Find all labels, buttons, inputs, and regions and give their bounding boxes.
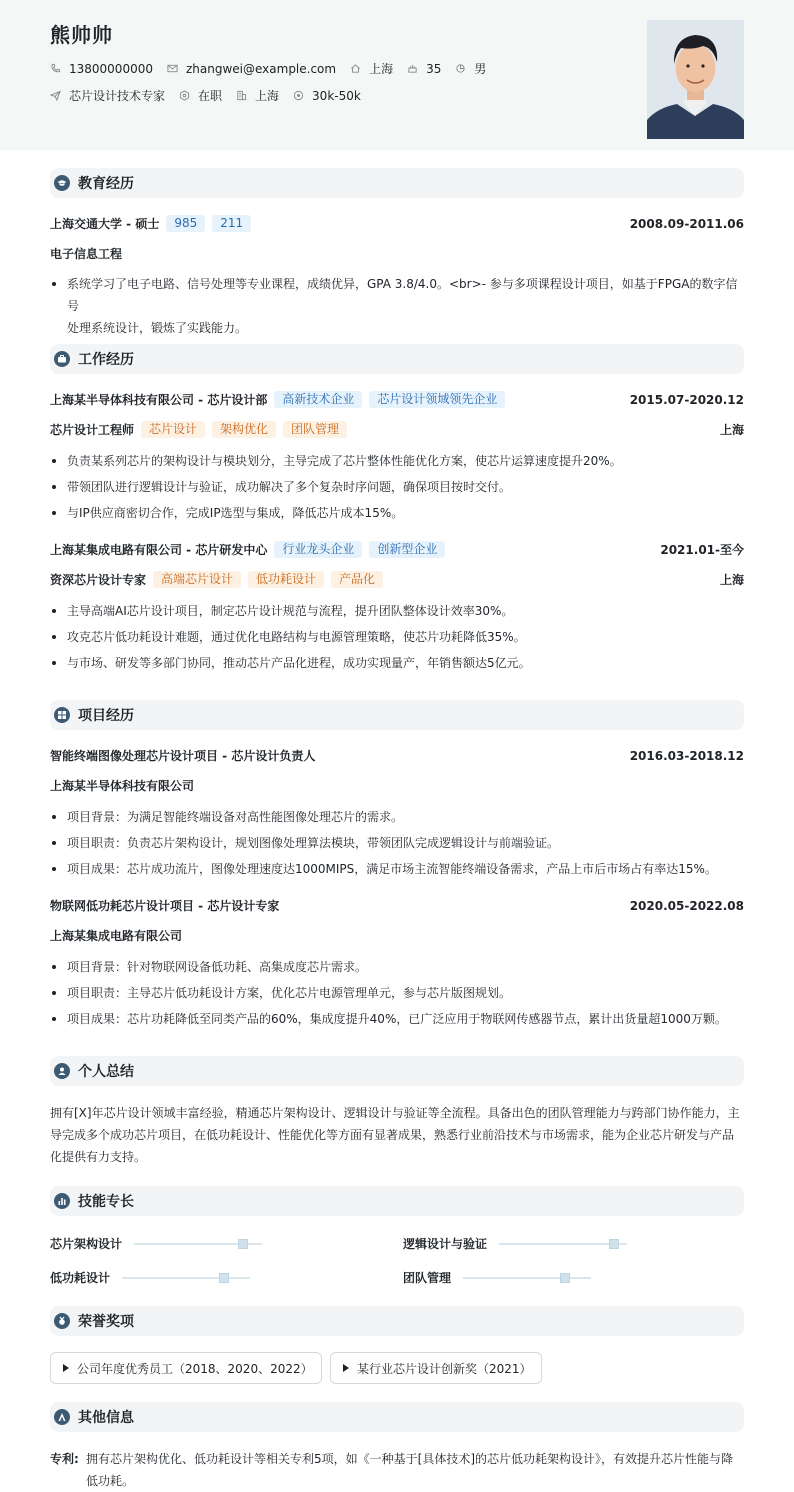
company-tag: 行业龙头企业: [274, 541, 362, 558]
award-text: 公司年度优秀员工（2018、2020、2022）: [77, 1361, 313, 1376]
skill-tag: 高端芯片设计: [153, 571, 241, 588]
job-title: 资深芯片设计专家: [50, 573, 147, 587]
work-city-item: [236, 87, 279, 104]
project-company-row: [50, 777, 744, 794]
work-title-row: [50, 421, 744, 438]
company-tag: 高新技术企业: [274, 391, 362, 408]
skill-tag: 芯片设计: [141, 421, 205, 438]
project-name: 智能终端图像处理芯片设计项目 - 芯片设计负责人: [50, 749, 316, 763]
work-bullet: 主导高端AI芯片设计项目，制定芯片设计规范与流程，提升团队整体设计效率30%。: [50, 600, 744, 622]
status-item: [179, 87, 222, 104]
education-desc: [50, 273, 744, 339]
skill-level-bar: [463, 1277, 591, 1279]
summary-line: 化提供有力支持。: [50, 1150, 147, 1164]
gender-icon: [455, 63, 466, 74]
candidate-name: 熊帅帅: [50, 23, 113, 47]
skill-level-knob: [219, 1273, 229, 1283]
age-item: [407, 62, 441, 76]
summary-line: 导完成多个成功芯片项目，在低功耗设计、性能优化等方面有显著成果，熟悉行业前沿技术与市场需求，能为企业芯片研发与产品: [50, 1128, 735, 1142]
education-period: 2008.09-2011.06: [629, 216, 744, 231]
section-awards: [50, 1306, 744, 1336]
phone-item: [50, 62, 153, 76]
skill-name: 芯片架构设计: [50, 1237, 123, 1251]
education-desc-line: 处理系统设计，锻炼了实践能力。: [67, 321, 248, 335]
work-bullet: 攻克芯片低功耗设计难题，通过优化电路结构与电源管理策略，使芯片功耗降低35%。: [50, 626, 744, 648]
skill-item: [50, 1269, 250, 1286]
project-name: 物联网低功耗芯片设计项目 - 芯片设计专家: [50, 899, 280, 913]
project-header: [50, 747, 744, 764]
profile-photo: [647, 20, 744, 139]
work-bullet: 带领团队进行逻辑设计与验证，成功解决了多个复杂时序问题，确保项目按时交付。: [50, 476, 744, 498]
age-text: 35: [426, 61, 442, 76]
email-icon: [167, 63, 178, 74]
job-title: 芯片设计工程师: [50, 423, 135, 437]
work-company-row: [50, 541, 744, 558]
project-bullet: 项目背景：为满足智能终端设备对高性能图像处理芯片的需求。: [50, 806, 744, 828]
skill-name: 团队管理: [403, 1271, 452, 1285]
work-period: 2021.01-至今: [660, 543, 744, 557]
summary-line: 拥有[X]年芯片设计领域丰富经验，精通芯片架构设计、逻辑设计与验证等全流程。具备出色的团队管理能力与跨部门协作能力，主: [50, 1106, 740, 1120]
skill-level-knob: [238, 1239, 248, 1249]
skill-level-bar: [499, 1243, 627, 1245]
send-icon: [50, 90, 61, 101]
project-bullet: 项目职责：主导芯片低功耗设计方案，优化芯片电源管理单元，参与芯片版图规划。: [50, 982, 744, 1004]
skill-item: [403, 1235, 627, 1252]
work-city: 上海: [719, 573, 744, 587]
salary-item: [293, 89, 361, 103]
skill-level-knob: [609, 1239, 619, 1249]
education-major-row: [50, 245, 744, 262]
school-name: 上海交通大学 - 硕士: [50, 217, 160, 231]
school-tag: 985: [166, 215, 205, 232]
section-title: 工作经历: [78, 352, 134, 368]
section-title: 个人总结: [78, 1064, 134, 1080]
briefcase-icon: [54, 351, 70, 367]
project-period: 2016.03-2018.12: [629, 748, 744, 763]
skill-tag: 低功耗设计: [248, 571, 324, 588]
work-title-row: [50, 571, 744, 588]
other-line: 低功耗。: [86, 1474, 135, 1488]
skill-item: [50, 1235, 262, 1252]
work-company-row: [50, 391, 744, 408]
work-bullet: 与IP供应商密切合作，完成IP选型与集成，降低芯片成本15%。: [50, 502, 744, 524]
work-city: 上海: [719, 423, 744, 437]
award-text: 某行业芯片设计创新奖（2021）: [357, 1361, 532, 1376]
resume-header: [0, 0, 794, 150]
company-name: 上海某集成电路有限公司 - 芯片研发中心: [50, 543, 268, 557]
skill-level-bar: [122, 1277, 250, 1279]
project-period: 2020.05-2022.08: [629, 898, 744, 913]
skill-name: 逻辑设计与验证: [403, 1237, 488, 1251]
skill-tag: 团队管理: [283, 421, 347, 438]
skill-level-bar: [134, 1243, 262, 1245]
email-text: zhangwei@example.com: [185, 61, 337, 76]
gender-item: [455, 60, 486, 77]
section-skills: [50, 1186, 744, 1216]
building-icon: [236, 90, 247, 101]
section-title: 教育经历: [78, 176, 134, 192]
education-header: [50, 215, 744, 232]
company-name: 上海某半导体科技有限公司 - 芯片设计部: [50, 393, 268, 407]
phone-text: 13800000000: [69, 61, 153, 76]
award-item[interactable]: [50, 1352, 322, 1384]
major-name: 电子信息工程: [50, 247, 123, 261]
contact-row: [50, 60, 500, 77]
phone-icon: [50, 63, 61, 74]
email-item: [167, 62, 336, 76]
school-tag: 211: [212, 215, 251, 232]
project-bullet: 项目背景：针对物联网设备低功耗、高集成度芯片需求。: [50, 956, 744, 978]
grid-icon: [54, 707, 70, 723]
project-bullet: 项目职责：负责芯片架构设计，规划图像处理算法模块，带领团队完成逻辑设计与前端验证。: [50, 832, 744, 854]
company-tag: 芯片设计领域领先企业: [369, 391, 505, 408]
triangle-right-icon: [63, 1364, 69, 1372]
cake-icon: [407, 63, 418, 74]
status-icon: [179, 90, 190, 101]
triangle-right-icon: [343, 1364, 349, 1372]
project-company: 上海某集成电路有限公司: [50, 929, 183, 943]
section-title: 荣誉奖项: [78, 1314, 134, 1330]
project-company: 上海某半导体科技有限公司: [50, 779, 195, 793]
bar-chart-icon: [54, 1193, 70, 1209]
section-title: 其他信息: [78, 1410, 134, 1426]
project-bullet: 项目成果：芯片功耗降低至同类产品的60%，集成度提升40%，已广泛应用于物联网传感器节点，累计出货量超1000万颗。: [50, 1008, 744, 1030]
position-text: 芯片设计技术专家: [69, 89, 166, 103]
city-text: 上海: [369, 62, 394, 76]
section-work: [50, 344, 744, 374]
other-label: 专利:: [50, 1452, 79, 1466]
status-text: 在职: [198, 89, 223, 103]
award-item[interactable]: [330, 1352, 542, 1384]
info-icon: [54, 1409, 70, 1425]
money-icon: [293, 90, 304, 101]
skill-name: 低功耗设计: [50, 1271, 111, 1285]
home-icon: [350, 63, 361, 74]
avatar: [647, 20, 744, 139]
project-company-row: [50, 927, 744, 944]
section-summary: [50, 1056, 744, 1086]
salary-text: 30k-50k: [312, 88, 361, 103]
project-bullet: 项目成果：芯片成功流片，图像处理速度达1000MIPS，满足市场主流智能终端设备需求，产品上市后市场占有率达15%。: [50, 858, 744, 880]
section-title: 技能专长: [78, 1194, 134, 1210]
company-tag: 创新型企业: [369, 541, 445, 558]
skill-level-knob: [560, 1273, 570, 1283]
position-item: [50, 87, 165, 104]
section-title: 项目经历: [78, 708, 134, 724]
other-text: [50, 1448, 744, 1492]
project-header: [50, 897, 744, 914]
graduation-cap-icon: [54, 175, 70, 191]
skill-item: [403, 1269, 591, 1286]
section-education: [50, 168, 744, 198]
education-desc-line: 系统学习了电子电路、信号处理等专业课程，成绩优异，GPA 3.8/4.0。<br>- 参与多项课程设计项目，如基于FPGA的数字信号: [67, 277, 738, 313]
job-intent-row: [50, 87, 375, 104]
user-icon: [54, 1063, 70, 1079]
work-city-text: 上海: [255, 89, 280, 103]
gender-text: 男: [474, 62, 487, 76]
work-period: 2015.07-2020.12: [629, 392, 744, 407]
city-item: [350, 60, 393, 77]
summary-text: [50, 1102, 744, 1168]
section-other: [50, 1402, 744, 1432]
other-line: 拥有芯片架构优化、低功耗设计等相关专利5项，如《一种基于[具体技术]的芯片低功耗架构设计》，有效提升芯片性能与降: [86, 1452, 734, 1466]
work-bullet: 负责某系列芯片的架构设计与模块划分，主导完成了芯片整体性能优化方案，使芯片运算速度提升20%。: [50, 450, 744, 472]
skill-tag: 产品化: [331, 571, 383, 588]
skill-tag: 架构优化: [212, 421, 276, 438]
work-bullet: 与市场、研发等多部门协同，推动芯片产品化进程，成功实现量产，年销售额达5亿元。: [50, 652, 744, 674]
medal-icon: [54, 1313, 70, 1329]
section-projects: [50, 700, 744, 730]
